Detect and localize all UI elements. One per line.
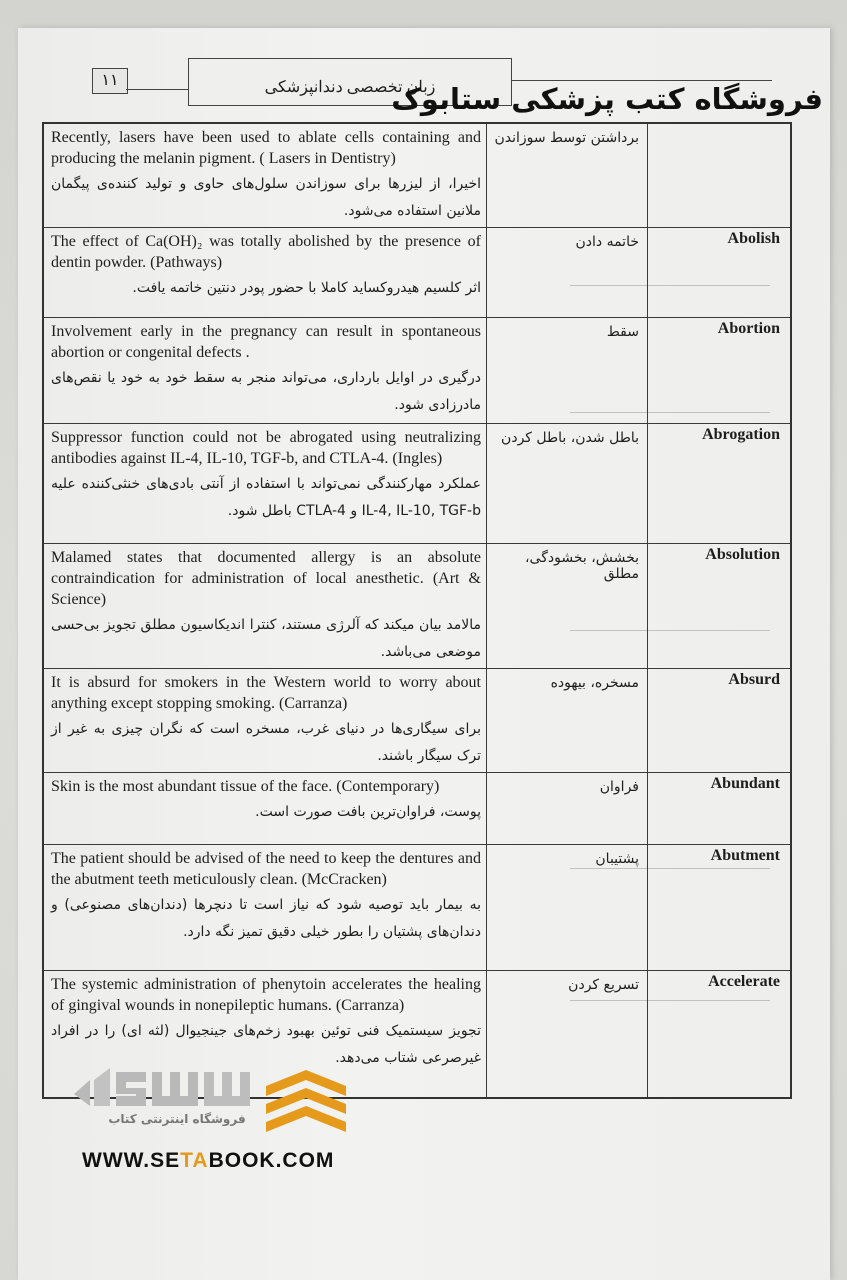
english-term: Abrogation	[648, 424, 792, 544]
example-persian: عملکرد مهارکنندگی نمی‌تواند با استفاده از آنتی بادی‌های خنثی‌کننده علیه IL-4, IL-10, TGF-b و CTLA-4 باطل شود.	[51, 476, 481, 519]
persian-meaning: پشتیبان	[487, 845, 648, 971]
english-term: Abolish	[648, 228, 792, 318]
store-watermark-title: فروشگاه کتب پزشکی ستابوک	[391, 82, 823, 116]
page-number: ۱۱	[92, 68, 128, 94]
persian-meaning: سقط	[487, 318, 648, 424]
example-cell	[43, 845, 487, 971]
logo-wave-stroke	[94, 1068, 110, 1106]
table-row	[43, 318, 791, 424]
example-english: Recently, lasers have been used to ablate cells containing and producing the melanin pigment. ( Lasers in Dentistry)	[51, 129, 481, 167]
logo-book-chevron	[266, 1106, 346, 1132]
header-rule	[510, 80, 772, 81]
example-persian: برای سیگاری‌ها در دنیای غرب، مسخره است که نگران چیزی به غیر از ترک سیگار باشند.	[51, 721, 481, 764]
persian-meaning: بخشش، بخشودگی، مطلق	[487, 544, 648, 669]
example-english: Involvement early in the pregnancy can result in spontaneous abortion or congenital defects .	[51, 323, 481, 361]
persian-meaning: برداشتن توسط سوزاندن	[487, 123, 648, 228]
persian-meaning: تسریع کردن	[487, 971, 648, 1098]
persian-meaning: باطل شدن، باطل کردن	[487, 424, 648, 544]
example-cell	[43, 544, 487, 669]
table-row	[43, 424, 791, 544]
logo-letter-stroke	[152, 1072, 198, 1106]
example-english: It is absurd for smokers in the Western world to worry about anything except stopping smoking. (Carranza)	[51, 674, 481, 712]
logo-letter-stroke	[204, 1072, 250, 1106]
english-term: Abundant	[648, 773, 792, 845]
table-row	[43, 544, 791, 669]
english-term	[648, 123, 792, 228]
english-term: Accelerate	[648, 971, 792, 1098]
vocabulary-table	[42, 122, 792, 1099]
example-persian: به بیمار باید توصیه شود که نیاز است تا دنچرها (دندان‌های مصنوعی) و دندان‌های پشتیان را بطور خیلی دقیق تمیز نگه دارد.	[51, 897, 481, 940]
example-english: The effect of Ca(OH)₂ was totally abolished by the presence of dentin powder. (Pathways)	[51, 233, 481, 271]
persian-meaning: خاتمه دادن	[487, 228, 648, 318]
example-cell	[43, 773, 487, 845]
example-english: Suppressor function could not be abrogated using neutralizing antibodies against IL-4, IL-10, TGF-b, and CTLA-4. (Ingles)	[51, 429, 481, 467]
url-highlight: TA	[180, 1149, 209, 1172]
example-english: Skin is the most abundant tissue of the face. (Contemporary)	[51, 778, 440, 795]
english-term: Abutment	[648, 845, 792, 971]
url-prefix: WWW.SE	[82, 1149, 181, 1172]
example-persian: درگیری در اوایل بارداری، می‌تواند منجر به سقط خود به خود یا نقص‌های مادرزادی شود.	[51, 370, 481, 413]
example-cell	[43, 424, 487, 544]
header-rule	[126, 89, 188, 90]
example-persian: پوست، فراوان‌ترین بافت صورت است.	[255, 804, 481, 820]
example-cell	[43, 123, 487, 228]
website-url[interactable]	[82, 1149, 334, 1173]
table-row	[43, 773, 791, 845]
example-cell	[43, 669, 487, 773]
logo-letter-stroke	[116, 1072, 146, 1106]
logo-subtitle: فروشگاه اینترنتی کتاب	[108, 1112, 246, 1126]
url-suffix: BOOK.COM	[208, 1149, 335, 1172]
table-row	[43, 123, 791, 228]
example-cell	[43, 228, 487, 318]
table-row	[43, 228, 791, 318]
example-cell	[43, 318, 487, 424]
persian-meaning: فراوان	[487, 773, 648, 845]
logo-wave-stroke	[74, 1080, 90, 1106]
example-persian: مالامد بیان میکند که آلرژی مستند، کنترا اندیکاسیون مطلق تجویز بی‌حسی موضعی می‌باشد.	[51, 617, 481, 660]
example-persian: تجویز سیستمیک فنی توئین بهبود زخم‌های جینجیوال (لثه ای) را در افراد غیرصرعی شتاب می‌دهد.	[51, 1023, 481, 1066]
table-row	[43, 669, 791, 773]
english-term: Absolution	[648, 544, 792, 669]
example-persian: اثر کلسیم هیدروکساید کاملا با حضور پودر دنتین خاتمه یافت.	[132, 280, 481, 296]
example-english: The patient should be advised of the need to keep the dentures and the abutment teeth meticulously clean. (McCracken)	[51, 850, 481, 888]
table-row	[43, 845, 791, 971]
running-title: زبان تخصصی دندانپزشکی	[188, 58, 512, 106]
persian-meaning: مسخره، بیهوده	[487, 669, 648, 773]
english-term: Absurd	[648, 669, 792, 773]
setabook-logo	[70, 1066, 360, 1146]
example-english: The systemic administration of phenytoin accelerates the healing of gingival wounds in nonepileptic humans. (Carranza)	[51, 976, 481, 1014]
example-persian: اخیرا، از لیزرها برای سوزاندن سلول‌های حاوی و تولید کننده‌ی پیگمان ملانین استفاده می‌شود.	[51, 176, 481, 219]
example-english: Malamed states that documented allergy is an absolute contraindication for administration of local anesthetic. (Art & Science)	[51, 549, 481, 608]
english-term: Abortion	[648, 318, 792, 424]
